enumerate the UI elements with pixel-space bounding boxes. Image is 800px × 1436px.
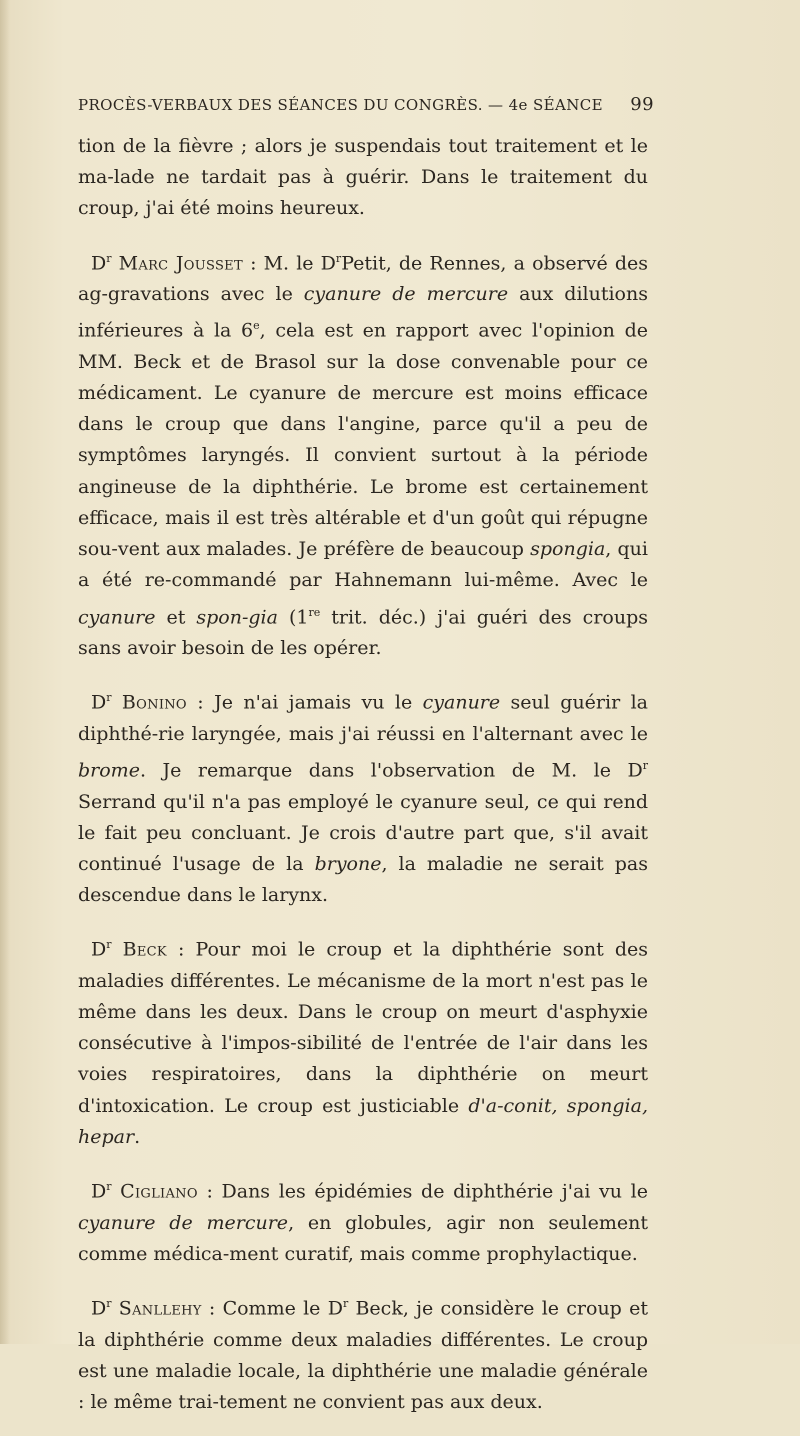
text-run: , qui a été re-commandé par Hahnemann lui-même. Avec le	[78, 538, 648, 592]
superscript: r	[342, 1297, 349, 1310]
italic-term: cyanure de mercure	[78, 1211, 289, 1234]
text-run: , la maladie ne serait pas descendue dans le larynx.	[78, 852, 648, 907]
speaker-name: Marc Jousset	[118, 251, 243, 274]
paragraph	[78, 1171, 648, 1270]
superscript: r	[642, 758, 648, 772]
paragraph	[78, 243, 648, 665]
text-run: trit. déc.) j'ai guéri des croups sans avoir besoin de les opérer.	[78, 605, 648, 660]
paragraph	[78, 131, 648, 225]
italic-term: bryone	[314, 852, 382, 875]
paragraph	[78, 929, 648, 1153]
text-run: , en globules, agir non seulement comme médica-ment curatif, mais comme prophylactique.	[78, 1211, 648, 1265]
italic-term: d'a-conit, spongia, hepar	[78, 1094, 648, 1148]
italic-term: spon-gia	[196, 605, 278, 628]
text-run: : M. le D	[242, 251, 336, 274]
text-run: D	[91, 1297, 107, 1320]
superscript: r	[106, 1180, 112, 1194]
speaker-name: Cigliano	[120, 1180, 198, 1203]
text-run: Petit, de Rennes, a observé des ag-gravations avec le	[78, 251, 649, 306]
superscript: e	[253, 319, 260, 333]
text-run: seul guérir la diphthé-rie laryngée, mais j'ai réussi en l'alternant avec le	[78, 691, 648, 745]
speaker-name: Beck	[122, 938, 167, 961]
text-run: (1	[277, 605, 309, 628]
superscript: r	[335, 251, 342, 265]
text-run: : Je n'ai jamais vu le	[186, 691, 423, 714]
running-title: PROCÈS-VERBAUX DES SÉANCES DU CONGRÈS. — 4e SÉANCE	[78, 96, 604, 114]
running-header	[78, 94, 654, 115]
paragraph	[78, 682, 648, 911]
text-run: D	[91, 1180, 107, 1203]
superscript: re	[308, 605, 321, 619]
italic-term: cyanure	[422, 691, 501, 714]
superscript: r	[106, 691, 112, 705]
text-run: tion de la fièvre ; alors je suspendais tout traitement et le ma-lade ne tardait pas à guérir. Dans le traitement du croup, j'ai été moins heureux.	[78, 135, 648, 220]
text-run: .	[134, 1125, 141, 1148]
text-run: : Pour moi le croup et la diphthérie sont des maladies différentes. Le mécanisme de la mort n'est pas le même dans les deux. Dans le croup on meurt d'asphyxie consécutive à l'impos-sibilité de l'entrée de l'air dans les voies respiratoires, dans la diphthérie on meurt d'intoxication. Le croup est justiciable	[78, 938, 648, 1117]
text-run: D	[91, 251, 107, 274]
speaker-name: Bonino	[121, 691, 187, 714]
italic-term: cyanure de mercure	[303, 283, 509, 306]
italic-term: cyanure	[78, 605, 156, 628]
text-run: , cela est en rapport avec l'opinion de MM. Beck et de Brasol sur la dose convenable pour ce médicament. Le cyanure de mercure est moins efficace dans le croup que dans l'angine, parce qu'il a peu de symptômes laryngés. Il convient surtout à la période angineuse de la diphthérie. Le brome est certainement efficace, mais il est très altérable et d'un goût qui répugne sou-vent aux malades. Je préfère de beaucoup	[78, 319, 648, 561]
text-run: et	[155, 605, 197, 628]
text-run: aux dilutions inférieures à la 6	[78, 283, 648, 342]
superscript: r	[106, 938, 112, 952]
text-run: : Comme le D	[201, 1297, 343, 1320]
italic-term: brome	[78, 759, 140, 782]
speaker-name: Sanllehy	[118, 1297, 202, 1320]
text-run: : Dans les épidémies de diphthérie j'ai vu le	[197, 1180, 648, 1203]
text-run: Beck, je considère le croup et la diphthérie comme deux maladies différentes. Le croup est une maladie locale, la diphthérie une maladie générale : le même trai-tement ne convient pas aux deux.	[78, 1297, 648, 1413]
body-text	[78, 131, 648, 1436]
page-spine-shadow	[0, 0, 10, 1344]
text-run: D	[91, 691, 107, 714]
superscript: r	[106, 251, 112, 265]
text-run: Serrand qu'il n'a pas employé le cyanure seul, ce qui rend le fait peu concluant. Je crois d'autre part que, s'il avait continué l'usage de la	[78, 790, 648, 875]
superscript: r	[106, 1297, 112, 1310]
text-run: . Je remarque dans l'observation de M. le D	[139, 759, 643, 782]
page-number: 99	[630, 94, 654, 115]
text-run: D	[91, 938, 107, 961]
italic-term: spongia	[530, 538, 606, 561]
paragraph	[78, 1288, 648, 1418]
